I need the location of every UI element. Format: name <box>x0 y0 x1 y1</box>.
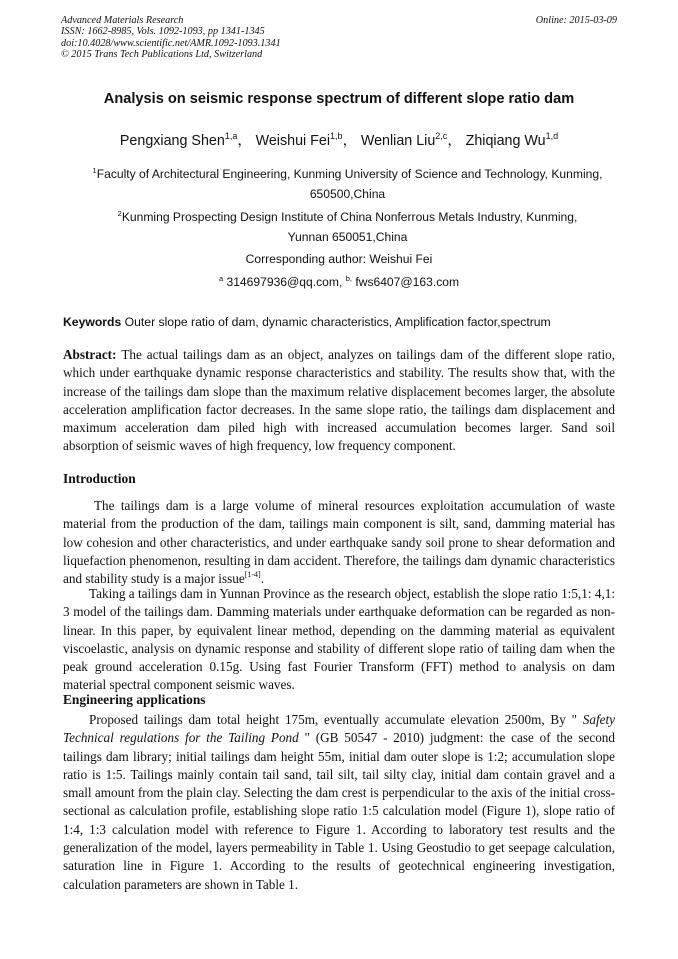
issn-line: ISSN: 1662-8985, Vols. 1092-1093, pp 1341-1345 <box>61 26 265 38</box>
email-sup: a <box>218 274 224 283</box>
author-sup: 2,c <box>435 131 448 141</box>
affiliation-1 <box>80 164 615 204</box>
email-sup: b, <box>345 274 352 283</box>
paragraph: Taking a tailings dam in Yunnan Province as the research object, establish the slope ratio 1:5,1: 4,1: 3 model of the tailings dam. Damming materials under earthquake deformation can be regarded as non-linear. In this paper, by equivalent linear method, depending on the damming material as equivalent viscoelastic, analysis on dynamic response and stability of different slope ratio of tailing dam when the peak ground acceleration 0.15g. Using fast Fourier Transform (FFT) method to analysis on dam material spectral component seismic waves. <box>63 586 615 693</box>
affiliation-sup: 1 <box>92 166 97 175</box>
doi-line: doi:10.4028/www.scientific.net/AMR.1092-1093.1341 <box>61 37 281 49</box>
abstract-text: The actual tailings dam as an object, analyzes on tailings dam of the different slope ratio, which under earthquake dynamic response characteristics and stability. The results show that, with the increase of the tailings dam slope than the maximum relative displacement becomes larger, the absolute acceleration amplification factor decreases. In the same slope ratio, the tailings dam displacement and maximum acceleration dam piled high with increased accumulation becomes larger. Sand soil absorption of seismic waves of high frequency, low frequency component. <box>63 347 616 454</box>
email-link[interactable]: 314697936@qq.com, <box>226 275 343 289</box>
email-link[interactable]: fws6407@163.com <box>355 275 460 289</box>
paragraph-text: The tailings dam is a large volume of mineral resources exploitation accumulation of waste material from the production of the dam, tailings main component is silt, sand, damming material has low cohesion and other characteristics, and under earthquake sandy soil prone to shear deformation and liquefaction phenomenon, resulting in dam accident. Therefore, the tailings dam dynamic characteristics and stability study is a major issue <box>63 498 615 587</box>
author-separator: ， <box>342 133 357 149</box>
paper-title: Analysis on seismic response spectrum of different slope ratio dam <box>103 91 575 107</box>
paragraph <box>63 711 615 894</box>
online-date: Online: 2015-03-09 <box>535 15 617 26</box>
author-sup: 1,d <box>545 131 559 141</box>
author-separator: ， <box>237 133 252 149</box>
author-sup: 1,a <box>224 131 238 141</box>
citation: [1-4] <box>244 570 261 580</box>
paragraph-text: " (GB 50547 - 2010) judgment: the case of the second tailings dam library; initial tailings dam height 55m, initial dam outer slope is 1:2; accumulation slope ratio is 1:5. Tailings mainly contain tail sand, tail silt, tail silty clay, initial dam contain gravel and a small amount from the plain clay. Selecting the dam crest is perpendicular to the axis of the initial cross-sectional as calculation profile, establishing slope ratio 1:5 calculation model (Figure 1), slope ratio of 1:4, 1:3 calculation model with reference to Figure 1. According to laboratory test results and the generalization of the model, layers permeability in Table 1. Using Geostudio to get seepage calculation, saturation line in Figure 1. According to the results of geotechnical engineering investigation, calculation parameters are shown in Table 1. <box>63 730 615 892</box>
regulation-title: Safety Technical regulations for the Tailing Pond <box>63 712 616 746</box>
author-name: Weishui Fei <box>255 133 331 149</box>
journal-header <box>61 15 281 60</box>
email-line <box>0 275 678 289</box>
author-name: Pengxiang Shen <box>119 133 225 149</box>
section-heading-introduction: Introduction <box>63 471 136 486</box>
corresponding-author: Corresponding author: Weishui Fei <box>245 252 433 266</box>
affiliation-sup: 2 <box>117 209 122 218</box>
copyright-line: © 2015 Trans Tech Publications Ltd, Switzerland <box>61 48 263 60</box>
abstract-label: Abstract: <box>63 347 117 362</box>
affiliation-text: Faculty of Architectural Engineering, Kunming University of Science and Technology, Kunming, 650500,China <box>96 167 603 201</box>
author-name: Wenlian Liu <box>360 133 436 149</box>
section-heading-engineering: Engineering applications <box>63 692 206 707</box>
keywords-label: Keywords <box>63 315 122 329</box>
author-separator: ， <box>447 133 462 149</box>
affiliation-text: Kunming Prospecting Design Institute of China Nonferrous Metals Industry, Kunming, Yunnan 650051,China <box>121 210 578 244</box>
abstract <box>63 346 615 456</box>
keywords-text: Outer slope ratio of dam, dynamic characteristics, Amplification factor,spectrum <box>124 315 551 329</box>
paragraph <box>63 497 615 588</box>
journal-name: Advanced Materials Research <box>61 15 184 26</box>
author-name: Zhiqiang Wu <box>465 133 546 149</box>
paragraph-end: . <box>260 571 264 587</box>
author-sup: 1,b <box>330 131 343 141</box>
paragraph-text: Proposed tailings dam total height 175m, eventually accumulate elevation 2500m, By " <box>89 712 577 727</box>
author-list <box>0 130 678 150</box>
affiliation-2 <box>100 207 595 247</box>
keywords <box>63 315 623 329</box>
